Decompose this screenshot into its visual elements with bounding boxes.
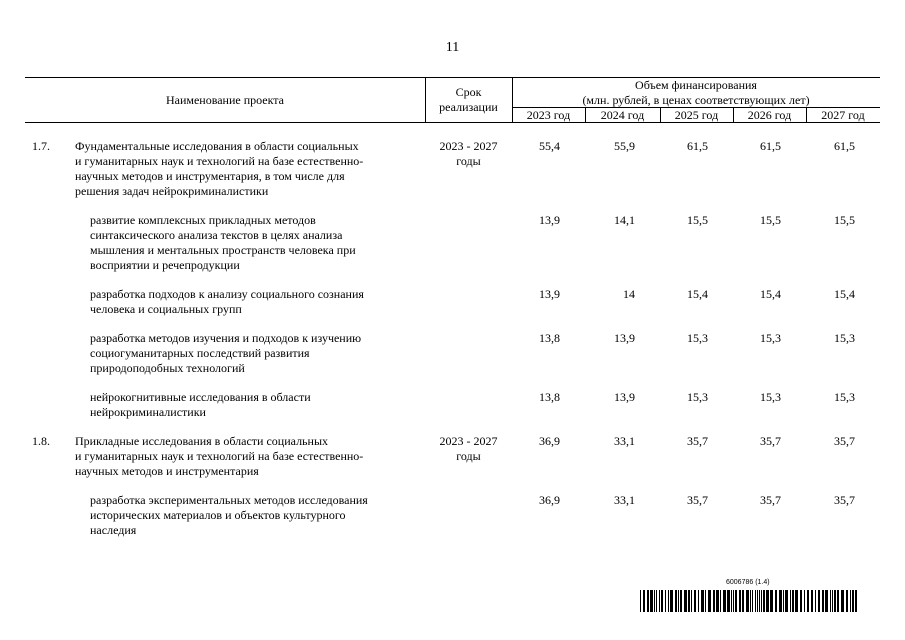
funding-value-2027: 35,7 <box>834 493 855 507</box>
barcode-bar <box>731 590 732 612</box>
barcode-bar <box>855 590 857 612</box>
barcode-bar <box>775 590 777 612</box>
funding-value-2026: 15,4 <box>760 287 781 301</box>
funding-value-2023: 36,9 <box>539 493 560 507</box>
project-name-line: Прикладные исследования в области социальных <box>75 434 329 448</box>
page-number: 11 <box>445 40 460 55</box>
barcode-bar <box>650 590 653 612</box>
barcode-bar <box>713 590 715 612</box>
funding-value-2025: 35,7 <box>687 493 708 507</box>
header-year-2025: 2025 год <box>674 108 719 122</box>
project-name-line: научных методов и инструментария, в том числе для <box>75 169 345 183</box>
funding-value-2027: 15,3 <box>834 390 855 404</box>
project-period <box>425 287 512 317</box>
funding-value-2026: 61,5 <box>760 139 781 153</box>
project-name <box>75 390 425 420</box>
barcode-bar <box>723 590 726 612</box>
project-row <box>25 434 880 479</box>
header-bottom-rule <box>25 122 880 123</box>
project-name-line: нейрокриминалистики <box>90 405 206 419</box>
barcode-bar <box>742 590 744 612</box>
barcode-bar <box>757 590 758 612</box>
header-divider <box>425 77 426 122</box>
subproject-row <box>25 287 880 317</box>
header-year-divider <box>660 107 661 122</box>
project-number <box>25 213 75 273</box>
header-period <box>425 85 512 115</box>
header-divider <box>512 77 513 122</box>
barcode-bar <box>850 590 851 612</box>
barcode-bar <box>691 590 692 612</box>
barcode <box>640 590 860 612</box>
project-period <box>425 213 512 273</box>
barcode-bar <box>746 590 749 612</box>
project-name-line: разработка подходов к анализу социального сознания <box>90 287 364 301</box>
barcode-bar <box>654 590 655 612</box>
subproject-row <box>25 390 880 420</box>
funding-value-2024: 13,9 <box>614 331 635 345</box>
funding-value-2025: 61,5 <box>687 139 708 153</box>
barcode-bar <box>680 590 682 612</box>
barcode-bar <box>783 590 784 612</box>
barcode-bar <box>698 590 699 612</box>
barcode-bar <box>795 590 798 612</box>
header-year-2026: 2026 год <box>747 108 792 122</box>
funding-value-2027: 15,5 <box>834 213 855 227</box>
project-name-line: разработка экспериментальных методов исследования <box>90 493 368 507</box>
barcode-bar <box>766 590 769 612</box>
project-number: 1.7. <box>32 139 50 153</box>
barcode-bar <box>727 590 730 612</box>
project-name-line: разработка методов изучения и подходов к изучению <box>90 331 362 345</box>
project-name-line: социогуманитарных последствий развития <box>90 346 310 360</box>
barcode-bar <box>785 590 788 612</box>
barcode-bar <box>825 590 828 612</box>
funding-value-2023: 36,9 <box>539 434 560 448</box>
project-name-line: восприятии и речепродукции <box>90 258 240 272</box>
barcode-bar <box>705 590 706 612</box>
project-number <box>25 390 75 420</box>
barcode-bar <box>739 590 741 612</box>
barcode-bar <box>752 590 753 612</box>
project-name-line: синтаксического анализа текстов в целях анализа <box>90 228 343 242</box>
project-name-line: человека и социальных групп <box>90 302 242 316</box>
funding-value-2025: 15,3 <box>687 390 708 404</box>
funding-value-2023: 13,8 <box>539 331 560 345</box>
project-row <box>25 139 880 199</box>
barcode-bar <box>837 590 839 612</box>
funding-value-2025: 15,5 <box>687 213 708 227</box>
barcode-bar <box>656 590 657 612</box>
project-name-line: научных методов и инструментария <box>75 464 259 478</box>
barcode-bar <box>708 590 711 612</box>
project-name-line: природоподобных технологий <box>90 361 245 375</box>
barcode-bar <box>665 590 666 612</box>
barcode-bar <box>716 590 719 612</box>
barcode-bar <box>678 590 679 612</box>
funding-value-2024: 33,1 <box>614 493 635 507</box>
barcode-bar <box>755 590 756 612</box>
header-year-divider <box>585 107 586 122</box>
header-period-line: Срок <box>455 85 482 99</box>
project-period <box>425 493 512 538</box>
barcode-bar <box>720 590 721 612</box>
header-year-divider <box>806 107 807 122</box>
project-name <box>75 493 425 538</box>
subproject-row <box>25 213 880 273</box>
barcode-bar <box>841 590 844 612</box>
funding-value-2026: 15,5 <box>760 213 781 227</box>
project-period-line: 2023 - 2027 <box>439 139 498 153</box>
project-period-line: 2023 - 2027 <box>439 434 498 448</box>
project-name-line: решения задач нейрокриминалистики <box>75 184 269 198</box>
barcode-bar <box>647 590 649 612</box>
barcode-bar <box>688 590 690 612</box>
project-period <box>425 390 512 420</box>
project-name <box>75 139 425 199</box>
project-name-line: развитие комплексных прикладных методов <box>90 213 316 227</box>
funding-value-2026: 35,7 <box>760 493 781 507</box>
project-name-line: наследия <box>90 523 137 537</box>
barcode-bar <box>668 590 669 612</box>
barcode-bar <box>761 590 762 612</box>
header-year-2027: 2027 год <box>821 108 865 122</box>
barcode-bar <box>852 590 854 612</box>
funding-value-2024: 13,9 <box>614 390 635 404</box>
project-name-line: и гуманитарных наук и технологий на базе естественно- <box>75 449 364 463</box>
header-funding-title: Объем финансирования <box>635 78 757 92</box>
barcode-bar <box>684 590 687 612</box>
barcode-bar <box>659 590 660 612</box>
barcode-bar <box>792 590 794 612</box>
header-year-2023: 2023 год <box>526 108 571 122</box>
project-number <box>25 331 75 376</box>
barcode-bar <box>661 590 663 612</box>
barcode-bar <box>759 590 760 612</box>
header-year-divider <box>733 107 734 122</box>
project-number <box>25 287 75 317</box>
project-name-line: исторических материалов и объектов культурного <box>90 508 346 522</box>
funding-value-2025: 15,4 <box>687 287 708 301</box>
barcode-bar <box>815 590 816 612</box>
funding-value-2023: 13,9 <box>539 287 560 301</box>
project-name-line: Фундаментальные исследования в области социальных <box>75 139 359 153</box>
project-number <box>25 493 75 538</box>
funding-value-2026: 15,3 <box>760 390 781 404</box>
project-period-line: годы <box>456 154 481 168</box>
barcode-bar <box>804 590 805 612</box>
funding-value-2023: 13,8 <box>539 390 560 404</box>
barcode-bar <box>790 590 791 612</box>
barcode-bar <box>830 590 831 612</box>
barcode-bar <box>733 590 734 612</box>
project-period-line: годы <box>456 449 481 463</box>
header-period-line: реализации <box>439 100 498 114</box>
funding-value-2025: 35,7 <box>687 434 708 448</box>
header-funding <box>512 78 880 108</box>
project-name-line: мышления и ментальных пространств человека при <box>90 243 356 257</box>
funding-value-2024: 14 <box>623 287 635 301</box>
funding-value-2025: 15,3 <box>687 331 708 345</box>
project-period <box>425 434 512 479</box>
barcode-bar <box>779 590 782 612</box>
header-year-2024: 2024 год <box>600 108 645 122</box>
funding-value-2027: 15,4 <box>834 287 855 301</box>
barcode-number: 6006786 (1.4) <box>726 579 770 586</box>
funding-value-2027: 15,3 <box>834 331 855 345</box>
funding-value-2027: 61,5 <box>834 139 855 153</box>
barcode-bar <box>701 590 704 612</box>
project-name <box>75 287 425 317</box>
subproject-row <box>25 493 880 538</box>
funding-value-2023: 55,4 <box>539 139 560 153</box>
barcode-bar <box>818 590 820 612</box>
barcode-bar <box>763 590 765 612</box>
table-body <box>25 139 880 552</box>
funding-value-2024: 14,1 <box>614 213 635 227</box>
barcode-bar <box>834 590 836 612</box>
barcode-bar <box>811 590 813 612</box>
project-name-line: и гуманитарных наук и технологий на базе естественно- <box>75 154 364 168</box>
header-project-name: Наименование проекта <box>165 93 285 107</box>
header-funding-subtitle: (млн. рублей, в ценах соответствующих лет) <box>582 93 810 107</box>
funding-value-2024: 33,1 <box>614 434 635 448</box>
project-name <box>75 213 425 273</box>
barcode-bar <box>770 590 773 612</box>
project-period <box>425 139 512 199</box>
project-number: 1.8. <box>32 434 50 448</box>
project-name <box>75 331 425 376</box>
barcode-bar <box>735 590 737 612</box>
barcode-bar <box>822 590 824 612</box>
barcode-bar <box>694 590 696 612</box>
barcode-bar <box>670 590 673 612</box>
funding-value-2023: 13,9 <box>539 213 560 227</box>
subproject-row <box>25 331 880 376</box>
barcode-bar <box>832 590 833 612</box>
funding-value-2026: 15,3 <box>760 331 781 345</box>
funding-value-2027: 35,7 <box>834 434 855 448</box>
project-name-line: нейрокогнитивные исследования в области <box>90 390 311 404</box>
barcode-bar <box>846 590 848 612</box>
barcode-bar <box>643 590 645 612</box>
funding-value-2026: 35,7 <box>760 434 781 448</box>
funding-value-2024: 55,9 <box>614 139 635 153</box>
barcode-bar <box>807 590 809 612</box>
project-period <box>425 331 512 376</box>
barcode-bar <box>640 590 641 612</box>
barcode-bar <box>750 590 751 612</box>
barcode-bar <box>800 590 802 612</box>
barcode-bar <box>675 590 677 612</box>
project-name <box>75 434 425 479</box>
